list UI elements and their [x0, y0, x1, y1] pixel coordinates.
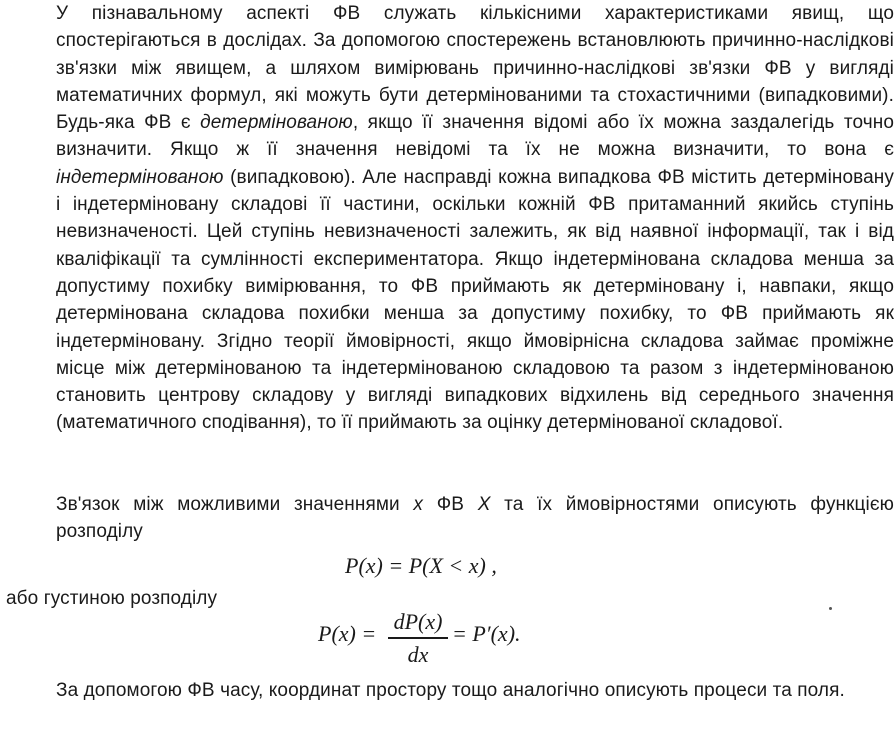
paragraph-processes-fields: [6, 677, 894, 704]
formula2-rhs-text: = P′(x).: [452, 621, 521, 646]
formula1-text: P(x) = P(X < x) ,: [345, 553, 497, 578]
formula2-rhs: [452, 621, 521, 647]
paragraph2-text-c: та їх ймовірностями описують функцією розподілу: [56, 494, 894, 543]
term-deterministic: детермінованою: [200, 112, 353, 134]
fraction-bar: [388, 637, 448, 639]
paragraph1-text-b: , якщо її значення відомі або їх можна заздалегідь точно визначити. Якщо ж її значення невідомі та їх не можна визначити, то вона є: [56, 112, 894, 161]
scan-speck: [829, 607, 832, 610]
paragraph2-text-b: ФВ: [423, 494, 478, 515]
formula2-lhs: [318, 621, 376, 647]
paragraph-distribution-function: [6, 491, 894, 546]
formula2-lhs-text: P(x) =: [318, 621, 377, 646]
paragraph4-text: За допомогою ФВ часу, координат простору тощо аналогічно описують процеси та поля.: [56, 680, 845, 701]
paragraph-cognitive-aspect: [6, 0, 894, 437]
paragraph1-text-c: (випадковою). Але насправді кожна випадкова ФВ містить детерміновану і індетерміновану складові її частини, оскільки кожній ФВ притаманний якийсь ступінь невизначеності. Цей ступінь невизначеності залежить, як від наявної інформації, так і від кваліфікації та сумлінності експериментатора. Якщо індетермінована складова менша за допустиму похибку вимірювання, то ФВ приймають як детерміновану і, навпаки, якщо детермінована складова похибки менша за допустиму похибку, то ФВ приймають як індетерміновану. Згідно теорії ймовірності, якщо ймовірнісна складова займає проміжне місце між детермінованою та індетермінованою складовою та разом з індетермінованою становить центрову складову у вигляді випадкових відхилень від середнього значення (математичного сподівання), то її приймають за оцінку детермінованої складової.: [56, 166, 894, 434]
variable-x: x: [413, 494, 424, 515]
paragraph3-text: або густиною розподілу: [6, 588, 218, 609]
formula2-numerator: dP(x): [393, 609, 443, 634]
formula2-denominator: dx: [407, 641, 429, 667]
formula2-fraction: [388, 608, 448, 669]
paragraph1-text-a: У пізнавальному аспекті ФВ служать кількісними характеристиками явищ, що спостерігаються в дослідах. За допомогою спостережень встановлюють причинно-наслідкові зв'язки між явищем, а шляхом вимірювань причинно-наслідкові зв'язки ФВ у вигляді математичних формул, які можуть бути детермінованими та стохастичними (випадковими). Будь-яка ФВ є: [56, 3, 894, 134]
term-indeterministic: індетермінованою: [56, 166, 224, 188]
formula-distribution-function: [345, 553, 497, 579]
paragraph2-text-a: Зв'язок між можливими значеннями: [56, 494, 414, 515]
variable-X: X: [477, 494, 491, 515]
